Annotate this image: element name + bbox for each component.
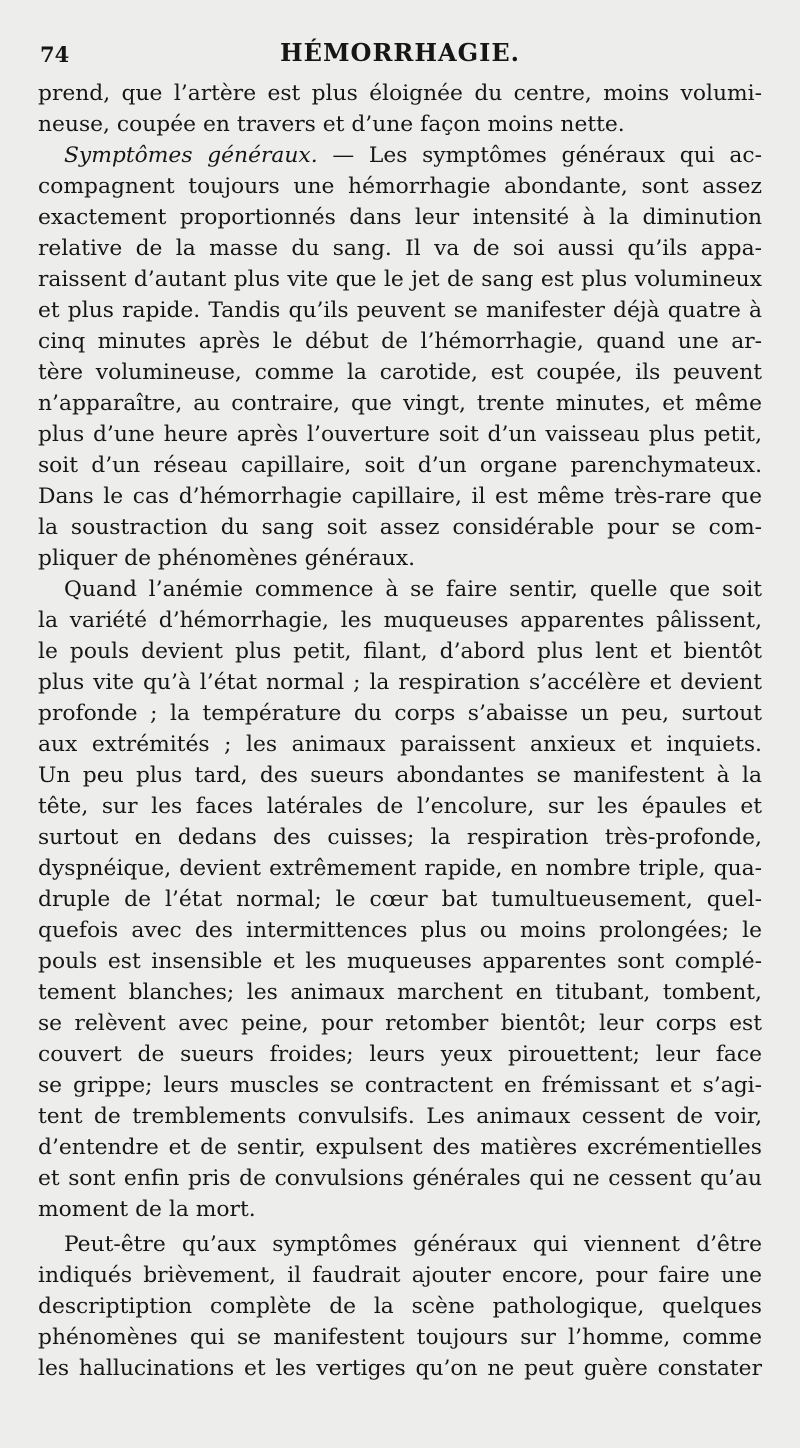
text-fragment: — Les symptômes généraux qui ac- — [317, 143, 762, 168]
text-line: moment de la mort. — [38, 1197, 256, 1222]
running-title: HÉMORRHAGIE. — [280, 38, 520, 67]
text-line: indiqués brièvement, il faudrait ajouter encore, pour faire une — [38, 1263, 762, 1288]
text-line: se relèvent avec peine, pour retomber bientôt; leur corps est — [38, 1011, 762, 1036]
text-line: tête, sur les faces latérales de l’encolure, sur les épaules et — [38, 794, 762, 819]
text-line: quefois avec des intermittences plus ou moins prolongées; le — [38, 918, 762, 943]
text-line: se grippe; leurs muscles se contractent en frémissant et s’agi- — [38, 1073, 762, 1098]
text-line: Dans le cas d’hémorrhagie capillaire, il est même très-rare que — [38, 484, 762, 509]
body-text — [38, 78, 762, 1384]
text-line: druple de l’état normal; le cœur bat tumultueusement, quel- — [38, 887, 762, 912]
text-line: le pouls devient plus petit, filant, d’abord plus lent et bientôt — [38, 639, 762, 664]
text-line: plus vite qu’à l’état normal ; la respiration s’accélère et devient — [38, 670, 762, 695]
text-line: Un peu plus tard, des sueurs abondantes se manifestent à la — [38, 763, 762, 788]
text-line: et sont enfin pris de convulsions générales qui ne cessent qu’au — [38, 1166, 762, 1191]
section-heading: Symptômes généraux. — [64, 143, 318, 168]
text-line: Peut-être qu’aux symptômes généraux qui viennent d’être — [64, 1232, 762, 1257]
text-line: tement blanches; les animaux marchent en titubant, tombent, — [38, 980, 762, 1005]
text-line: prend, que l’artère est plus éloignée du centre, moins volumi- — [38, 81, 762, 106]
text-line: pouls est insensible et les muqueuses apparentes sont complé- — [38, 949, 762, 974]
text-line: plus d’une heure après l’ouverture soit d’un vaisseau plus petit, — [38, 422, 762, 447]
text-line: n’apparaître, au contraire, que vingt, trente minutes, et même — [38, 391, 762, 416]
page-number: 74 — [40, 42, 70, 67]
text-line: les hallucinations et les vertiges qu’on ne peut guère constater — [38, 1356, 762, 1381]
text-line: soit d’un réseau capillaire, soit d’un organe parenchymateux. — [38, 453, 762, 478]
text-line: compagnent toujours une hémorrhagie abondante, sont assez — [38, 174, 762, 199]
page-header — [0, 30, 800, 67]
text-line — [38, 140, 762, 171]
text-line: Quand l’anémie commence à se faire sentir, quelle que soit — [64, 577, 762, 602]
text-line: dyspnéique, devient extrêmement rapide, en nombre triple, qua- — [38, 856, 762, 881]
text-line: aux extrémités ; les animaux paraissent anxieux et inquiets. — [38, 732, 762, 757]
text-line: couvert de sueurs froides; leurs yeux pirouettent; leur face — [38, 1042, 762, 1067]
text-line: pliquer de phénomènes généraux. — [38, 546, 416, 571]
text-line: surtout en dedans des cuisses; la respiration très-profonde, — [38, 825, 762, 850]
text-line: d’entendre et de sentir, expulsent des matières excrémentielles — [38, 1135, 762, 1160]
text-line: neuse, coupée en travers et d’une façon moins nette. — [38, 112, 625, 137]
text-line: la variété d’hémorrhagie, les muqueuses apparentes pâlissent, — [38, 608, 762, 633]
text-line: et plus rapide. Tandis qu’ils peuvent se manifester déjà quatre à — [38, 298, 762, 323]
text-line: exactement proportionnés dans leur intensité à la diminution — [38, 205, 762, 230]
text-line: tent de tremblements convulsifs. Les animaux cessent de voir, — [38, 1104, 762, 1129]
text-line: tère volumineuse, comme la carotide, est coupée, ils peuvent — [38, 360, 762, 385]
text-line: raissent d’autant plus vite que le jet de sang est plus volumineux — [38, 267, 762, 292]
text-line: profonde ; la température du corps s’abaisse un peu, surtout — [38, 701, 762, 726]
text-line: la soustraction du sang soit assez considérable pour se com- — [38, 515, 762, 540]
text-line: cinq minutes après le début de l’hémorrhagie, quand une ar- — [38, 329, 762, 354]
text-line: descriptiption complète de la scène pathologique, quelques — [38, 1294, 762, 1319]
text-line: relative de la masse du sang. Il va de soi aussi qu’ils appa- — [38, 236, 762, 261]
text-line: phénomènes qui se manifestent toujours sur l’homme, comme — [38, 1325, 762, 1350]
